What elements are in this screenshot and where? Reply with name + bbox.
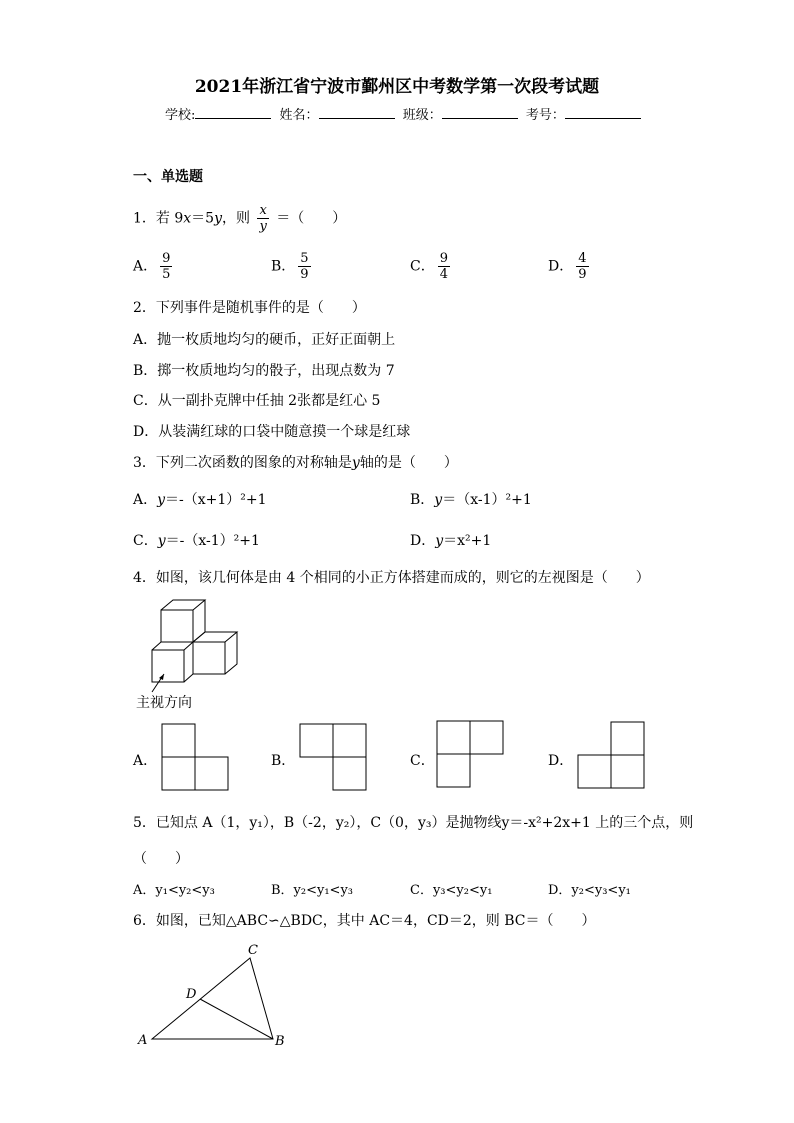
label-B: B (275, 1034, 285, 1049)
question-4-stem: 4．如图，该几何体是由 4 个相同的小正方体搭建而成的，则它的左视图是（ ） (133, 570, 650, 586)
q4-option-b[interactable]: B． (271, 753, 296, 769)
q1-option-c[interactable]: C． $\frac{9}{4}$ (410, 251, 448, 282)
q5-option-a[interactable]: A．y₁<y₂<y₃ (133, 883, 215, 898)
q4-option-b-figure[interactable] (299, 723, 369, 791)
q5-option-b[interactable]: B．y₂<y₁<y₃ (271, 883, 354, 898)
school-blank[interactable] (195, 106, 271, 119)
label-C: C (248, 943, 258, 958)
q3-option-d[interactable]: D．y＝x²+1 (410, 533, 492, 549)
q2-option-c[interactable]: C．从一副扑克牌中任抽 2张都是红心 5 (133, 393, 381, 409)
q2-option-b[interactable]: B．掷一枚质地均匀的骰子，出现点数为 7 (133, 363, 395, 379)
number-label: 考号： (525, 108, 565, 123)
q5-option-d[interactable]: D．y₂<y₃<y₁ (548, 883, 631, 898)
number-blank[interactable] (565, 106, 641, 119)
page-title: 2021年浙江省宁波市鄞州区中考数学第一次段考试题 (194, 77, 600, 97)
q1-option-d[interactable]: D． $\frac{4}{9}$ (548, 251, 587, 282)
q4-option-a[interactable]: A． (133, 753, 158, 769)
name-blank[interactable] (319, 106, 395, 119)
question-6-stem: 6．如图，已知△ABC∽△BDC，其中 AC＝4，CD＝2，则 BC＝（ ） (133, 913, 596, 929)
question-5-stem-cont: （ ） (133, 851, 189, 867)
q3-option-a[interactable]: A．y＝-（x+1）²+1 (133, 492, 267, 508)
label-A: A (138, 1033, 148, 1048)
q2-option-a[interactable]: A．抛一枚质地均匀的硬币，正好正面朝上 (133, 332, 396, 348)
q5-option-c[interactable]: C．y₃<y₂<y₁ (410, 883, 493, 898)
class-blank[interactable] (442, 106, 518, 119)
q4-option-a-figure[interactable] (161, 723, 231, 791)
triangle-figure (130, 940, 300, 1055)
section-heading: 一、单选题 (133, 169, 203, 185)
q4-option-d[interactable]: D． (548, 753, 574, 769)
question-2-stem: 2．下列事件是随机事件的是（ ） (133, 300, 366, 316)
q4-option-d-figure[interactable] (577, 721, 647, 789)
q3-option-b[interactable]: B．y＝（x-1）²+1 (410, 492, 532, 508)
q1-option-a[interactable]: A． $\frac{9}{5}$ (133, 251, 171, 282)
fraction-x-over-y: $\frac{x}{y}$ (259, 203, 267, 234)
arrow-icon (150, 668, 180, 694)
q1-option-b[interactable]: B． $\frac{5}{9}$ (271, 251, 309, 282)
label-D: D (186, 987, 197, 1002)
cube-figure (130, 598, 250, 688)
q2-option-d[interactable]: D．从装满红球的口袋中随意摸一个球是红球 (133, 424, 411, 440)
q3-option-c[interactable]: C．y＝-（x-1）²+1 (133, 533, 260, 549)
school-label: 学校: (165, 108, 196, 123)
name-label: 姓名： (279, 108, 319, 123)
question-3-stem: 3．下列二次函数的图象的对称轴是y轴的是（ ） (133, 455, 458, 471)
question-1-stem: 1．若 9x＝5y，则 $\frac{x}{y}$ ＝（ ） (133, 203, 347, 234)
student-info-line (165, 104, 645, 123)
q4-option-c[interactable]: C． (410, 753, 435, 769)
view-direction-label: 主视方向 (136, 695, 192, 711)
q4-option-c-figure[interactable] (436, 720, 506, 788)
class-label: 班级： (402, 108, 442, 123)
question-5-stem: 5．已知点 A（1，y₁），B（-2，y₂），C（0，y₃）是抛物线y＝-x²+2x+1 上的三个点，则 (133, 815, 694, 831)
